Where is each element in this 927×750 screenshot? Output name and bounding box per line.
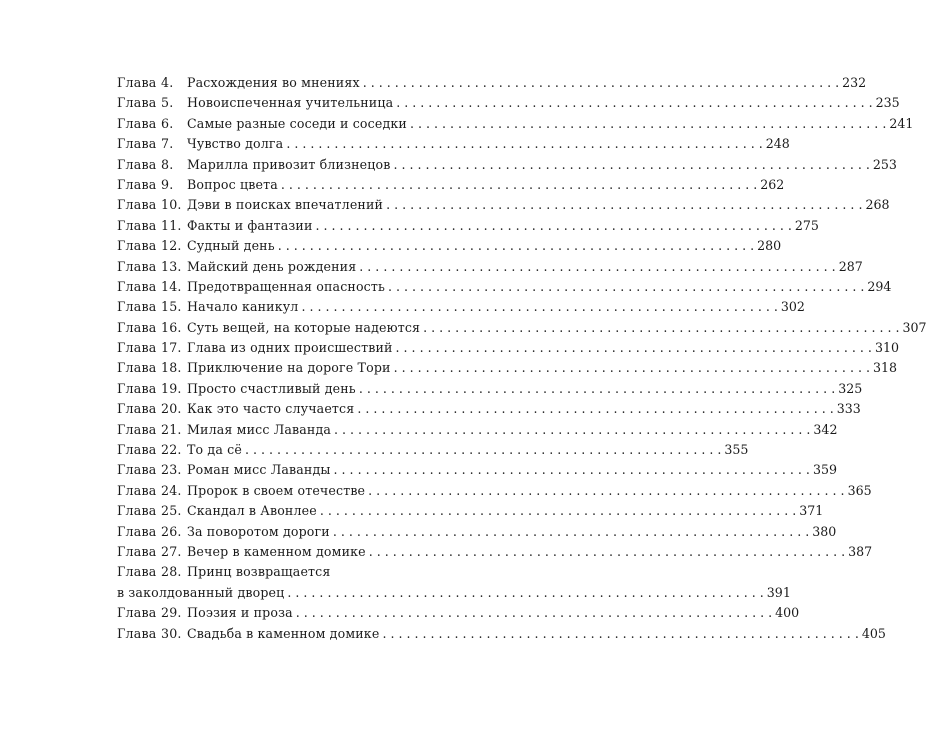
chapter-title: Как это часто случается [187, 401, 355, 417]
leader-dots [281, 175, 757, 195]
leader-dots [245, 440, 721, 460]
chapter-label: Глава 10. [117, 197, 182, 213]
toc-entry [117, 358, 898, 378]
page-number: 302 [780, 299, 805, 315]
chapter-label: Глава 9. [117, 176, 174, 192]
chapter-label: Глава 27. [117, 543, 182, 559]
toc-entry [117, 195, 890, 215]
toc-entry [117, 338, 899, 358]
page-number: 307 [902, 319, 927, 335]
chapter-title: Вопрос цвета [187, 176, 278, 192]
page-number: 400 [775, 605, 800, 621]
chapter-label: Глава 20. [117, 401, 182, 417]
leader-dots [320, 501, 796, 521]
toc-entry [117, 501, 824, 521]
toc-entry [117, 603, 800, 623]
toc-entry [117, 318, 927, 338]
chapter-title: Свадьба в каменном домике [187, 625, 380, 641]
leader-dots [278, 236, 754, 256]
chapter-title: Пророк в своем отечестве [187, 482, 366, 498]
page-number: 359 [812, 462, 837, 478]
chapter-title: Дэви в поисках впечатлений [187, 197, 384, 213]
chapter-label: Глава 23. [117, 462, 182, 478]
chapter-title: Роман мисс Лаванды [187, 462, 331, 478]
chapter-title: Приключение на дороге Тори [187, 360, 391, 376]
chapter-title: Марилла привозит близнецов [187, 156, 391, 172]
chapter-title: Вечер в каменном домике [187, 543, 366, 559]
leader-dots [410, 114, 886, 134]
page-number: 262 [760, 176, 785, 192]
chapter-label: Глава 16. [117, 319, 182, 335]
page-number: 342 [813, 421, 838, 437]
leader-dots [386, 195, 862, 215]
leader-dots [394, 358, 870, 378]
leader-dots [296, 603, 772, 623]
toc-entry [117, 440, 749, 460]
toc-entry [117, 134, 790, 154]
leader-dots [396, 338, 872, 358]
page-number: 241 [889, 115, 914, 131]
chapter-label: Глава 25. [117, 503, 182, 519]
page-number: 268 [865, 197, 890, 213]
page-number: 380 [812, 523, 837, 539]
page-number: 310 [874, 340, 899, 356]
chapter-label: Глава 18. [117, 360, 182, 376]
chapter-label: Глава 14. [117, 278, 182, 294]
chapter-label: Глава 19. [117, 380, 182, 396]
toc-entry [117, 460, 837, 480]
chapter-title: Начало каникул [187, 299, 299, 315]
leader-dots [369, 542, 845, 562]
leader-dots [359, 257, 835, 277]
chapter-label: Глава 11. [117, 217, 182, 233]
toc-entry [117, 93, 900, 113]
page-number: 280 [757, 238, 782, 254]
chapter-title: Суть вещей, на которые надеются [187, 319, 421, 335]
chapter-label: Глава 24. [117, 482, 182, 498]
page-number: 365 [847, 482, 872, 498]
page-number: 371 [799, 503, 824, 519]
chapter-label: Глава 5. [117, 95, 174, 111]
leader-dots [363, 73, 839, 93]
chapter-label: Глава 12. [117, 238, 182, 254]
toc-entry [117, 542, 873, 562]
chapter-label: Глава 21. [117, 421, 182, 437]
leader-dots [333, 522, 809, 542]
chapter-title: Милая мисс Лаванда [187, 421, 332, 437]
page-number: 232 [842, 75, 867, 90]
leader-dots [334, 460, 810, 480]
toc-entry [117, 522, 837, 542]
page-number: 294 [867, 278, 892, 294]
toc-entry [117, 297, 805, 317]
chapter-title: Просто счастливый день [187, 380, 356, 396]
chapter-label: Глава 26. [117, 523, 182, 539]
page-number: 287 [838, 258, 863, 274]
toc-entry-two-line [117, 562, 791, 603]
toc-entry [117, 73, 867, 93]
toc-entry [117, 236, 782, 256]
chapter-title: Майский день рождения [187, 258, 357, 274]
chapter-label: Глава 13. [117, 258, 182, 274]
page-number: 275 [794, 217, 819, 233]
page-number: 333 [836, 401, 861, 417]
chapter-title: Расхождения во мнениях [187, 75, 360, 90]
chapter-title: Скандал в Авонлее [187, 503, 317, 519]
leader-dots [388, 277, 864, 297]
chapter-label: Глава 4. [117, 75, 174, 90]
leader-dots [394, 155, 870, 175]
page-number: 318 [872, 360, 898, 376]
leader-dots [396, 93, 872, 113]
chapter-label: Глава 15. [117, 299, 182, 315]
page-number: 235 [875, 95, 900, 111]
chapter-title: Чувство долга [187, 136, 284, 152]
chapter-label: Глава 22. [117, 442, 182, 458]
chapter-label: Глава 30. [117, 625, 182, 641]
chapter-label: Глава 17. [117, 340, 182, 356]
page-number: 325 [838, 380, 863, 396]
chapter-label: Глава 7. [117, 136, 174, 152]
leader-dots [368, 481, 844, 501]
chapter-title: За поворотом дороги [187, 523, 330, 539]
toc-entry [117, 257, 863, 277]
chapter-label: Глава 28. [117, 564, 182, 580]
page-number: 248 [765, 136, 790, 152]
chapter-title: Самые разные соседи и соседки [187, 115, 407, 131]
toc-entry [117, 399, 861, 419]
leader-dots [359, 379, 835, 399]
toc-entry [117, 420, 838, 440]
leader-dots [287, 583, 763, 603]
toc-entry [117, 277, 892, 297]
toc-entry [117, 216, 819, 236]
toc-entry-first-line [117, 562, 458, 582]
chapter-label: Глава 8. [117, 156, 174, 172]
leader-dots [286, 134, 762, 154]
page-number: 391 [766, 584, 791, 600]
chapter-label: Глава 29. [117, 605, 182, 621]
toc-entry [117, 114, 914, 134]
page-number: 405 [861, 625, 886, 641]
toc-entry [117, 481, 872, 501]
page-number: 253 [872, 156, 897, 172]
toc-entry [117, 155, 897, 175]
chapter-title-line2: в заколдованный дворец [117, 584, 285, 600]
chapter-title: Судный день [187, 238, 275, 254]
leader-dots [357, 399, 833, 419]
page-number: 387 [848, 543, 873, 559]
chapter-label: Глава 6. [117, 115, 174, 131]
chapter-title-line1: Принц возвращается [187, 564, 331, 580]
chapter-title: Поэзия и проза [187, 605, 293, 621]
leader-dots [423, 318, 899, 338]
leader-dots [301, 297, 777, 317]
leader-dots [382, 624, 858, 644]
leader-dots [316, 216, 792, 236]
page-number: 355 [724, 442, 749, 458]
toc-entry [117, 624, 886, 644]
toc-entry [117, 379, 863, 399]
toc-entry [117, 175, 785, 195]
leader-dots [334, 420, 810, 440]
chapter-title: Новоиспеченная учительница [187, 95, 394, 111]
chapter-title: Факты и фантазии [187, 217, 313, 233]
chapter-title: То да сё [187, 442, 242, 458]
table-of-contents [117, 73, 927, 644]
chapter-title: Глава из одних происшествий [187, 340, 393, 356]
chapter-title: Предотвращенная опасность [187, 278, 386, 294]
